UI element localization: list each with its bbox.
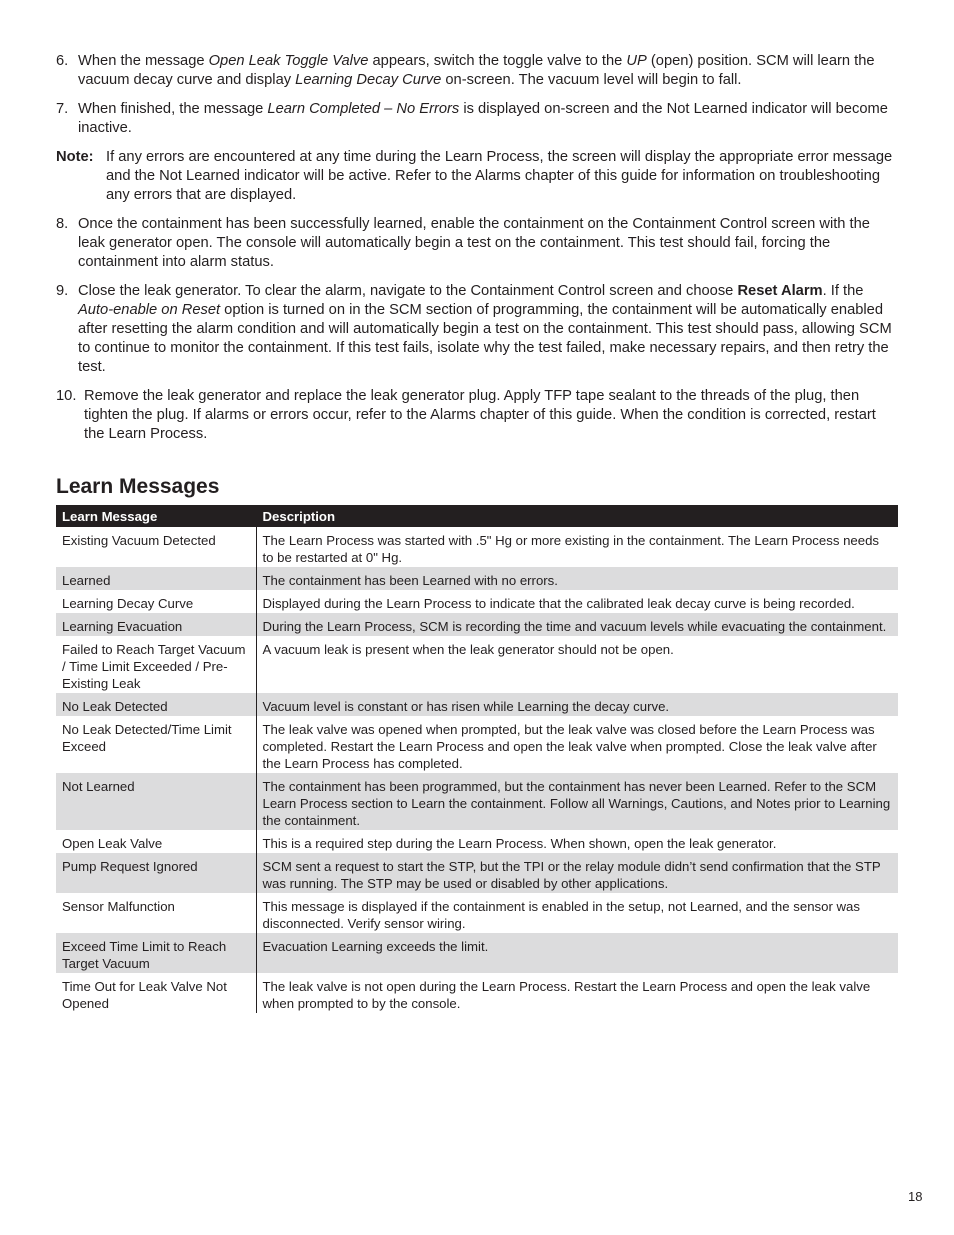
learn-messages-table	[56, 505, 898, 1013]
procedure-steps	[56, 52, 898, 138]
step-10	[56, 387, 898, 444]
table-row	[56, 830, 898, 853]
description-cell: This is a required step during the Learn Process. When shown, open the leak generator.	[262, 836, 777, 851]
column-header-learn-message: Learn Message	[56, 505, 256, 527]
step-number: 9.	[56, 283, 69, 299]
step-9	[56, 282, 898, 377]
message-cell: Existing Vacuum Detected	[56, 527, 256, 567]
page-number: 18	[908, 1189, 923, 1204]
step-text: Remove the leak generator and replace the leak generator plug. Apply TFP tape sealant to the threads of the plug, then tighten the plug. If alarms or errors occur, refer to the Alarms chapter of this guide. When the condition is corrected, restart the Learn Process.	[84, 388, 876, 442]
message-cell: Learning Evacuation	[56, 613, 256, 636]
description-cell: Vacuum level is constant or has risen while Learning the decay curve.	[256, 693, 898, 716]
step-6	[56, 52, 898, 90]
step-text: When the message Open Leak Toggle Valve appears, switch the toggle valve to the UP (open) position. SCM will learn the vacuum decay curve and display Learning Decay Curve on-screen. The vacuum level will begin to fall.	[78, 53, 875, 88]
table-row	[56, 933, 898, 973]
message-cell: Exceed Time Limit to Reach Target Vacuum	[56, 933, 256, 973]
message-cell: Open Leak Valve	[56, 830, 256, 853]
step-7	[56, 100, 898, 138]
table-row	[56, 693, 898, 716]
message-cell: Learned	[56, 567, 256, 590]
table-row	[56, 613, 898, 636]
message-cell: No Leak Detected	[56, 693, 256, 716]
column-header-description: Description	[256, 505, 898, 527]
note-text: If any errors are encountered at any time during the Learn Process, the screen will display the appropriate error message and the Not Learned indicator will be active. Refer to the Alarms chapter of this guide for information on troubleshooting any errors that are displayed.	[106, 149, 893, 203]
section-title: Learn Messages	[56, 475, 220, 498]
step-text: When finished, the message Learn Completed – No Errors is displayed on-screen and the Not Learned indicator will become inactive.	[78, 101, 888, 136]
description-cell: During the Learn Process, SCM is recording the time and vacuum levels while evacuating the containment.	[256, 613, 898, 636]
message-cell: Sensor Malfunction	[56, 893, 256, 933]
description-cell: Displayed during the Learn Process to indicate that the calibrated leak decay curve is being recorded.	[262, 596, 855, 611]
table-row	[56, 893, 898, 933]
description-cell: The leak valve was opened when prompted, but the leak valve was closed before the Learn Process was completed. Restart the Learn Process and open the leak valve when prompted. Close the leak valve after the Learn Process has completed.	[262, 722, 877, 771]
message-cell: No Leak Detected/Time Limit Exceed	[56, 716, 256, 773]
message-cell: Pump Request Ignored	[56, 853, 256, 893]
message-cell: Failed to Reach Target Vacuum / Time Limit Exceeded / Pre-Existing Leak	[56, 636, 256, 693]
step-text: Close the leak generator. To clear the alarm, navigate to the Containment Control screen and choose Reset Alarm. If the Auto-enable on Reset option is turned on in the SCM section of programming, the containment will be automatically enabled after resetting the alarm condition and will automatically begin a test on the containment. This test should pass, allowing SCM to continue to monitor the containment. If this test fails, isolate why the test failed, make necessary repairs, and then retry the test.	[78, 283, 892, 375]
step-number: 10.	[56, 388, 77, 404]
description-cell: SCM sent a request to start the STP, but the TPI or the relay module didn’t send confirmation that the STP was running. The STP may be used or disabled by other applications.	[256, 853, 898, 893]
description-cell: A vacuum leak is present when the leak generator should not be open.	[262, 642, 674, 657]
table-row	[56, 567, 898, 590]
table-row	[56, 527, 898, 567]
message-cell: Time Out for Leak Valve Not Opened	[56, 973, 256, 1013]
description-cell: This message is displayed if the containment is enabled in the setup, not Learned, and the sensor was disconnected. Verify sensor wiring.	[262, 899, 860, 931]
step-number: 6.	[56, 53, 69, 69]
description-cell: The containment has been Learned with no errors.	[256, 567, 898, 590]
note-block	[56, 148, 898, 205]
step-8	[56, 215, 898, 272]
step-text: Once the containment has been successfully learned, enable the containment on the Containment Control screen with the leak generator open. The console will automatically begin a test on the containment. This test should fail, forcing the containment into alarm status.	[78, 216, 870, 270]
description-cell: The leak valve is not open during the Learn Process. Restart the Learn Process and open the leak valve when prompted to by the console.	[262, 979, 871, 1011]
step-number: 7.	[56, 101, 69, 117]
note-label: Note:	[56, 149, 94, 165]
table-row	[56, 853, 898, 893]
table-row	[56, 716, 898, 773]
description-cell: The Learn Process was started with .5" Hg or more existing in the containment. The Learn Process needs to be restarted at 0" Hg.	[262, 533, 880, 565]
table-row	[56, 590, 898, 613]
table-row	[56, 973, 898, 1013]
description-cell: The containment has been programmed, but the containment has never been Learned. Refer to the SCM Learn Process section to Learn the containment. Follow all Warnings, Cautions, and Notes prior to Learning the containment.	[256, 773, 898, 830]
page-content	[56, 52, 898, 1013]
message-cell: Not Learned	[56, 773, 256, 830]
procedure-steps-continued	[56, 215, 898, 444]
description-cell: Evacuation Learning exceeds the limit.	[256, 933, 898, 973]
step-number: 8.	[56, 216, 69, 232]
message-cell: Learning Decay Curve	[56, 590, 256, 613]
table-row	[56, 773, 898, 830]
table-row	[56, 636, 898, 693]
table-header-row	[56, 505, 898, 527]
